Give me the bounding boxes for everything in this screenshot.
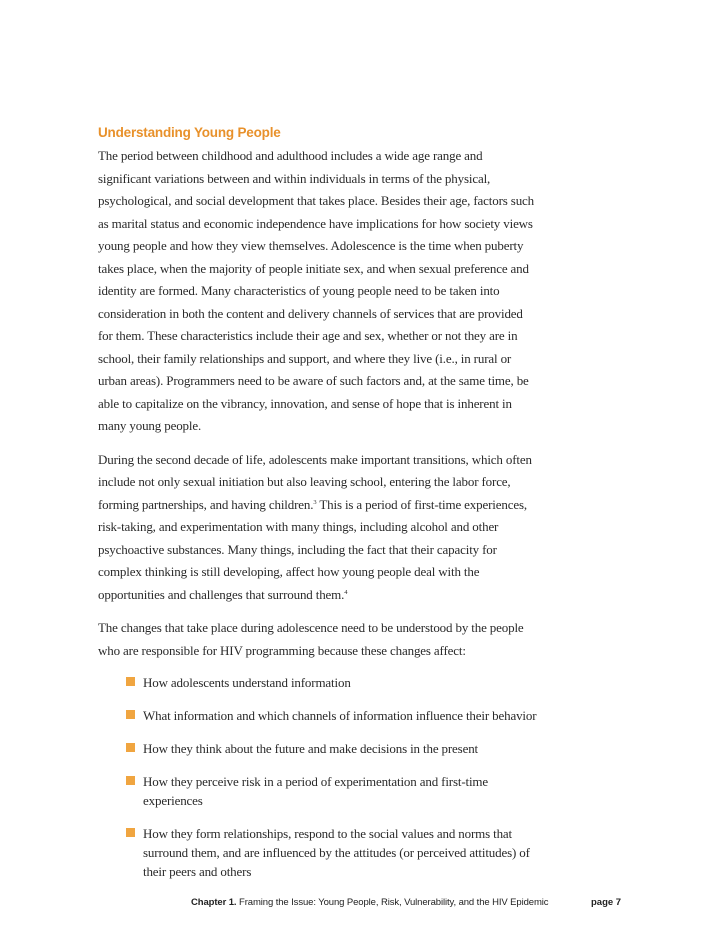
list-item bbox=[125, 739, 538, 758]
square-bullet-icon bbox=[126, 743, 135, 752]
list-item-text: What information and which channels of information influence their behavior bbox=[143, 708, 537, 723]
square-bullet-icon bbox=[126, 776, 135, 785]
footnote-ref-4[interactable]: 4 bbox=[344, 588, 348, 596]
square-bullet-icon bbox=[126, 677, 135, 686]
bullet-list bbox=[98, 673, 538, 881]
section-heading: Understanding Young People bbox=[98, 125, 281, 140]
list-item-text: How adolescents understand information bbox=[143, 675, 351, 690]
paragraph-2-text-a: During the second decade of life, adolescents make important transitions, which often include not only sexual initiation but also leaving school, entering the labor force, forming partnerships, and having children. bbox=[98, 451, 532, 512]
page-footer bbox=[0, 897, 728, 913]
paragraph-3: The changes that take place during adolescence need to be understood by the people who are responsible for HIV programming because these changes affect: bbox=[98, 620, 524, 658]
footer-chapter-title: Framing the Issue: Young People, Risk, Vulnerability, and the HIV Epidemic bbox=[236, 897, 549, 908]
page-number: page 7 bbox=[591, 897, 622, 908]
list-item bbox=[125, 706, 538, 725]
square-bullet-icon bbox=[126, 710, 135, 719]
paragraph-1: The period between childhood and adulthood includes a wide age range and significant variations between and within individuals in terms of the physical, psychological, and social development that takes place. Besides their age, factors such as marital status and economic independence have implications for how society views young people and how they view themselves. Adolescence is the time when puberty takes place, when the majority of people initiate sex, and when sexual preference and identity are formed. Many characteristics of young people need to be taken into consideration in both the content and delivery channels of services that are provided for them. These characteristics include their age and sex, whether or not they are in school, their family relationships and support, and where they live (i.e., in rural or urban areas). Programmers need to be aware of such factors and, at the same time, be able to capitalize on the vibrancy, innovation, and sense of hope that is inherent in many young people. bbox=[98, 148, 535, 433]
list-item-text: How they perceive risk in a period of experimentation and first-time experiences bbox=[143, 774, 489, 808]
footer-chapter bbox=[191, 897, 548, 908]
list-item bbox=[125, 673, 538, 692]
footer-chapter-label: Chapter 1. bbox=[191, 897, 237, 908]
paragraph-2-text-b: This is a period of first-time experiences, risk-taking, and experimentation with many things, including alcohol and other psychoactive substances. Many things, including the fact that their capacity for complex thinking is still developing, affect how young people deal with the opportunities and challenges that surround them. bbox=[98, 496, 527, 602]
list-item bbox=[125, 772, 538, 810]
list-item bbox=[125, 824, 538, 881]
footnote-ref-3[interactable]: 3 bbox=[313, 498, 317, 506]
square-bullet-icon bbox=[126, 828, 135, 837]
main-content bbox=[98, 124, 538, 895]
list-item-text: How they think about the future and make decisions in the present bbox=[143, 741, 479, 756]
list-item-text: How they form relationships, respond to the social values and norms that surround them, and are influenced by the attitudes (or perceived attitudes) of their peers and others bbox=[143, 826, 530, 879]
paragraph-2 bbox=[98, 449, 538, 607]
